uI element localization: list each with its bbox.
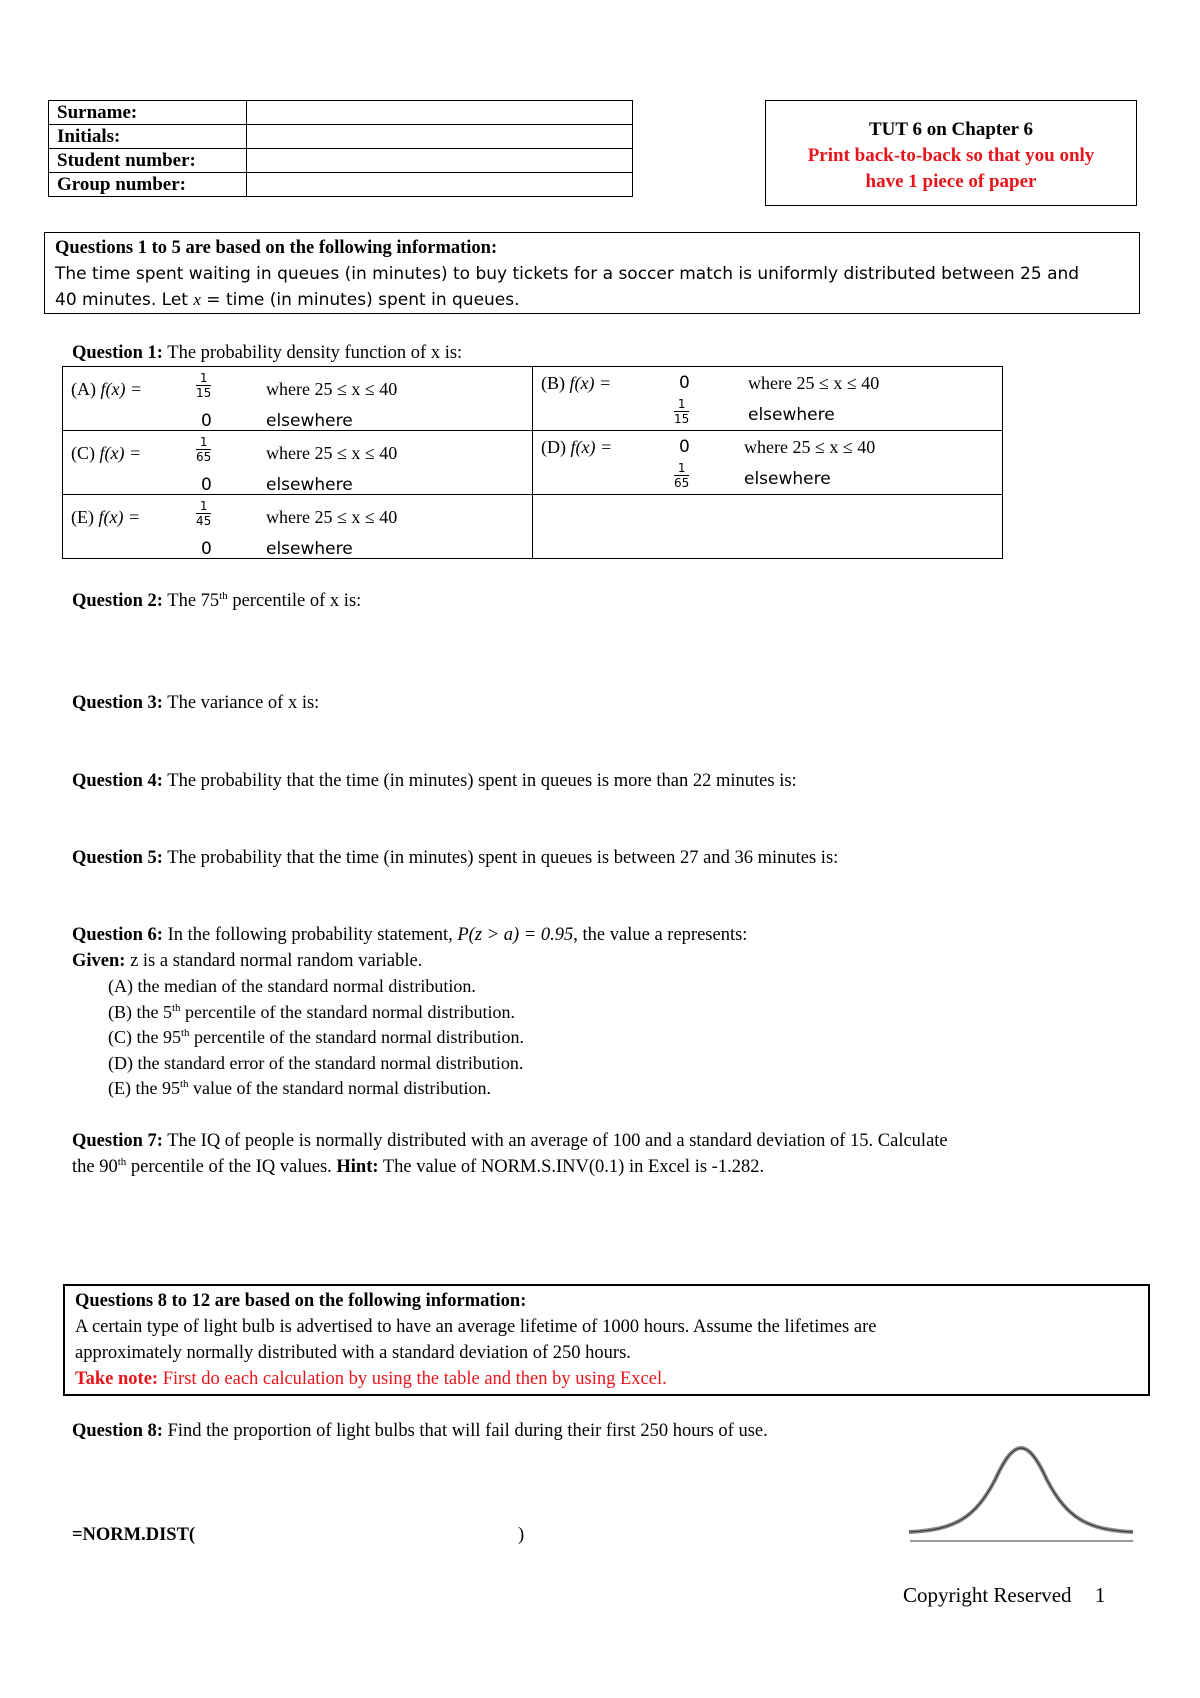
normal-curve-icon — [905, 1440, 1137, 1552]
initials-field[interactable] — [247, 125, 633, 149]
page-number: 1 — [1094, 1583, 1106, 1607]
option-fx: f(x) = — [569, 373, 612, 393]
q2-label: Question 2: — [72, 591, 163, 611]
question-3: Question 3: The variance of x is: — [72, 693, 320, 713]
elsewhere-clause: elsewhere — [744, 469, 831, 489]
norm-dist-answer-space[interactable] — [200, 1520, 510, 1550]
where-clause: where 25 ≤ x ≤ 40 — [266, 443, 398, 463]
fraction: $\frac{1}{65}$ — [674, 461, 690, 490]
fraction: $\frac{1}{45}$ — [196, 499, 212, 528]
question-5: Question 5: The probability that the time (in minutes) spent in queues is between 27 and 36 minutes is: — [72, 848, 839, 868]
where-clause: where 25 ≤ x ≤ 40 — [266, 379, 398, 399]
print-note-line1: Print back-to-back so that you only — [807, 145, 1095, 166]
elsewhere-clause: elsewhere — [266, 539, 353, 559]
initials-label: Initials: — [49, 125, 247, 149]
norm-dist-formula: =NORM.DIST( — [72, 1525, 196, 1545]
q1-options-table — [62, 366, 1003, 559]
q6-option-e[interactable]: (E) the 95th value of the standard normal distribution. — [108, 1078, 491, 1098]
info2-heading: Questions 8 to 12 are based on the following information: — [75, 1291, 527, 1311]
elsewhere-clause: elsewhere — [748, 405, 835, 425]
take-note-text: First do each calculation by using the table and then by using Excel. — [158, 1369, 667, 1389]
option-a[interactable] — [63, 367, 533, 431]
info-box-q8-12 — [63, 1284, 1150, 1396]
elsewhere-clause: elsewhere — [266, 475, 353, 495]
option-letter: (A) — [71, 379, 96, 399]
empty-cell — [533, 495, 1003, 559]
option-letter: (D) — [541, 437, 566, 457]
given-label: Given: — [72, 951, 126, 971]
zero-value: 0 — [201, 411, 212, 431]
option-c[interactable] — [63, 431, 533, 495]
option-fx: f(x) = — [100, 379, 143, 399]
student-info-table — [48, 100, 633, 197]
info-var: x — [193, 290, 201, 309]
option-fx: f(x) = — [98, 507, 141, 527]
q5-label: Question 5: — [72, 848, 163, 868]
norm-dist-close: ) — [518, 1525, 525, 1545]
info2-line1: A certain type of light bulb is advertised to have an average lifetime of 1000 hours. Assume the lifetimes are — [75, 1317, 877, 1337]
print-note-line2: have 1 piece of paper — [865, 171, 1037, 192]
q6-option-a[interactable]: (A) the median of the standard normal distribution. — [108, 976, 476, 996]
option-fx: f(x) = — [570, 437, 613, 457]
question-7: Question 7: The IQ of people is normally distributed with an average of 100 and a standard deviation of 15. Calculate the 90th percentile of the IQ values. Hint: The value of NORM.S.INV(0.1) in Excel is -1.282. — [72, 1131, 948, 1177]
elsewhere-clause: elsewhere — [266, 411, 353, 431]
q7-label: Question 7: — [72, 1131, 163, 1151]
tutorial-title-box — [765, 100, 1137, 206]
info-line2-a: 40 minutes. Let — [55, 290, 194, 310]
fraction: $\frac{1}{65}$ — [196, 435, 212, 464]
question-4: Question 4: The probability that the time (in minutes) spent in queues is more than 22 minutes is: — [72, 771, 797, 791]
info-line2 — [55, 287, 1129, 313]
where-clause: where 25 ≤ x ≤ 40 — [744, 437, 876, 457]
zero-value: 0 — [679, 373, 690, 393]
student-number-field[interactable] — [247, 149, 633, 173]
option-letter: (B) — [541, 373, 565, 393]
option-fx: f(x) = — [99, 443, 142, 463]
q3-label: Question 3: — [72, 693, 163, 713]
info-line1: The time spent waiting in queues (in minutes) to buy tickets for a soccer match is uniformly distributed between 25 and — [55, 264, 1080, 284]
take-note-label: Take note: — [75, 1369, 159, 1389]
q6-option-d[interactable]: (D) the standard error of the standard normal distribution. — [108, 1052, 524, 1073]
where-clause: where 25 ≤ x ≤ 40 — [266, 507, 398, 527]
question-1 — [72, 340, 462, 366]
info2-line2: approximately normally distributed with a standard deviation of 250 hours. — [75, 1343, 631, 1363]
group-number-field[interactable] — [247, 173, 633, 197]
q6-option-b[interactable]: (B) the 5th percentile of the standard normal distribution. — [108, 1001, 515, 1022]
option-d[interactable] — [533, 431, 1003, 495]
student-number-label: Student number: — [49, 149, 247, 173]
q8-label: Question 8: — [72, 1421, 163, 1441]
q6-option-c[interactable]: (C) the 95th percentile of the standard normal distribution. — [108, 1027, 524, 1047]
group-number-label: Group number: — [49, 173, 247, 197]
q6-options — [108, 974, 524, 1102]
zero-value: 0 — [201, 475, 212, 495]
option-letter: (C) — [71, 443, 95, 463]
q4-label: Question 4: — [72, 771, 163, 791]
fraction: $\frac{1}{15}$ — [674, 397, 690, 426]
surname-label: Surname: — [49, 101, 247, 125]
tutorial-title: TUT 6 on Chapter 6 — [869, 119, 1033, 140]
hint-label: Hint: — [336, 1157, 379, 1177]
zero-value: 0 — [201, 539, 212, 559]
question-6: Question 6: In the following probability statement, P(z > a) = 0.95, the value a represents: Given: z is a standard normal random variable. — [72, 925, 748, 971]
surname-field[interactable] — [247, 101, 633, 125]
q1-text: The probability density function of x is: — [167, 343, 463, 363]
option-b[interactable] — [533, 367, 1003, 431]
question-2: Question 2: The 75th percentile of x is: — [72, 589, 362, 611]
question-8: Question 8: Find the proportion of light bulbs that will fail during their first 250 hours of use. — [72, 1421, 768, 1441]
info-line2-b: = time (in minutes) spent in queues. — [200, 290, 520, 310]
zero-value: 0 — [679, 437, 690, 457]
option-letter: (E) — [71, 507, 94, 527]
q1-label: Question 1: — [72, 343, 163, 363]
q6-formula: P(z > a) = 0.95 — [457, 925, 574, 945]
q6-label: Question 6: — [72, 925, 163, 945]
copyright-text: Copyright Reserved — [903, 1583, 1072, 1607]
copyright-footer — [903, 1583, 1105, 1608]
where-clause: where 25 ≤ x ≤ 40 — [748, 373, 880, 393]
fraction: $\frac{1}{15}$ — [196, 371, 212, 400]
option-e[interactable] — [63, 495, 533, 559]
info-heading: Questions 1 to 5 are based on the following information: — [55, 238, 498, 258]
info-box-q1-5 — [44, 232, 1140, 314]
